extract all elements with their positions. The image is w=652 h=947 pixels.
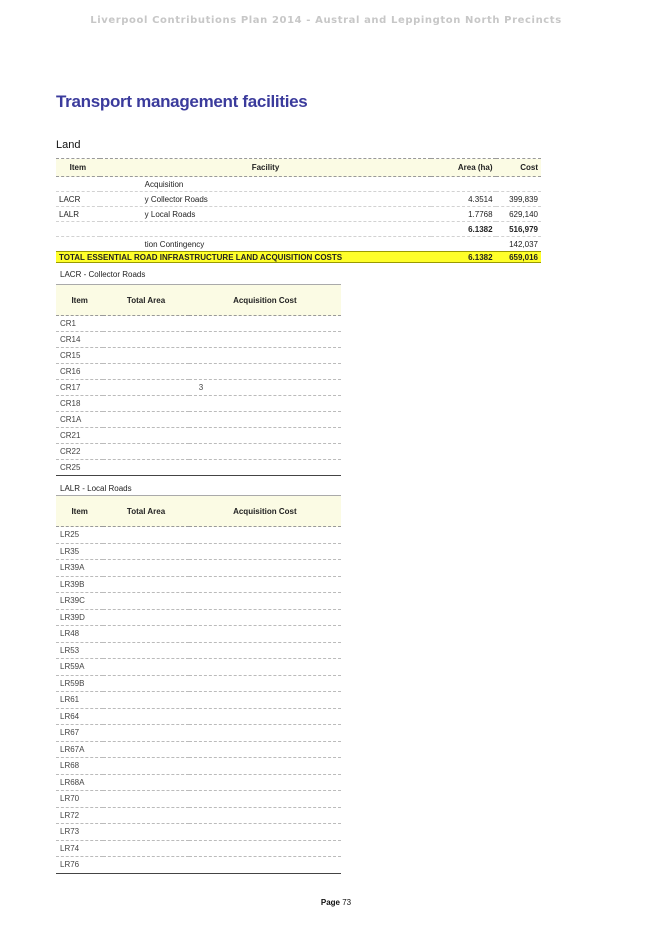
running-header: Liverpool Contributions Plan 2014 - Austral and Leppington North Precincts xyxy=(90,15,562,26)
item-cell: LR68 xyxy=(56,758,103,775)
col-header-acquisition-cost: Acquisition Cost xyxy=(189,285,341,316)
area-cell xyxy=(103,428,188,444)
collector-roads-table xyxy=(56,284,341,476)
area-cell xyxy=(103,824,188,841)
area-cell xyxy=(103,807,188,824)
cost-cell xyxy=(189,857,341,874)
table-row xyxy=(56,348,341,364)
table-row xyxy=(56,840,341,857)
area-cell xyxy=(103,626,188,643)
item-cell: CR15 xyxy=(56,348,103,364)
col-header-facility: Facility xyxy=(100,159,432,177)
table-row xyxy=(56,527,341,544)
table-row xyxy=(56,237,541,252)
total-label: TOTAL ESSENTIAL ROAD INFRASTRUCTURE LAND ACQUISITION COSTS xyxy=(56,252,431,263)
table-row xyxy=(56,444,341,460)
area-cell xyxy=(103,741,188,758)
table-row xyxy=(56,642,341,659)
area-cell xyxy=(103,380,188,396)
area-cell xyxy=(103,332,188,348)
table-row xyxy=(56,774,341,791)
item-cell: LR74 xyxy=(56,840,103,857)
area-cell xyxy=(103,857,188,874)
item-cell: LR25 xyxy=(56,527,103,544)
item-cell: LR73 xyxy=(56,824,103,841)
table-row xyxy=(56,725,341,742)
cost-cell xyxy=(189,659,341,676)
area-cell xyxy=(103,444,188,460)
col-header-item: Item xyxy=(56,496,103,527)
facility-cell: tion Contingency xyxy=(100,237,432,252)
page-word: Page xyxy=(320,898,340,907)
table-row xyxy=(56,207,541,222)
area-cell xyxy=(103,758,188,775)
table-row xyxy=(56,332,341,348)
cost-cell xyxy=(189,396,341,412)
item-cell: LACR xyxy=(56,192,100,207)
item-cell: LALR xyxy=(56,207,100,222)
cost-cell xyxy=(189,774,341,791)
cost-cell xyxy=(189,527,341,544)
area-cell xyxy=(103,576,188,593)
area-cell xyxy=(103,840,188,857)
area-cell xyxy=(103,593,188,610)
area-cell xyxy=(103,692,188,709)
table-row xyxy=(56,560,341,577)
cost-cell: 629,140 xyxy=(496,207,541,222)
cost-cell xyxy=(189,840,341,857)
item-cell: CR21 xyxy=(56,428,103,444)
item-cell: LR76 xyxy=(56,857,103,874)
item-cell: LR67 xyxy=(56,725,103,742)
page-title: Transport management facilities xyxy=(56,92,308,111)
cost-cell xyxy=(189,807,341,824)
area-cell xyxy=(431,237,495,252)
area-cell xyxy=(103,659,188,676)
cost-cell xyxy=(189,609,341,626)
item-cell: LR59A xyxy=(56,659,103,676)
facility-cell xyxy=(100,222,432,237)
page-number: 73 xyxy=(342,898,352,907)
cost-cell: 516,979 xyxy=(496,222,541,237)
cost-cell xyxy=(189,708,341,725)
item-cell: CR18 xyxy=(56,396,103,412)
item-cell: CR1 xyxy=(56,316,103,332)
table-row xyxy=(56,460,341,476)
table-row xyxy=(56,192,541,207)
table-row xyxy=(56,576,341,593)
item-cell: LR48 xyxy=(56,626,103,643)
cost-cell xyxy=(189,626,341,643)
area-cell xyxy=(103,708,188,725)
section-heading: Land xyxy=(56,139,81,151)
col-header-item: Item xyxy=(56,159,100,177)
item-cell xyxy=(56,177,100,192)
area-cell: 4.3514 xyxy=(431,192,495,207)
table-row xyxy=(56,316,341,332)
item-cell: CR14 xyxy=(56,332,103,348)
item-cell: CR17 xyxy=(56,380,103,396)
cost-cell xyxy=(189,460,341,476)
item-cell: LR39B xyxy=(56,576,103,593)
cost-cell xyxy=(189,348,341,364)
col-header-acquisition-cost: Acquisition Cost xyxy=(189,496,341,527)
table-row xyxy=(56,824,341,841)
col-header-total-area: Total Area xyxy=(103,496,188,527)
cost-cell xyxy=(189,444,341,460)
table-row xyxy=(56,380,341,396)
area-cell xyxy=(103,675,188,692)
area-cell xyxy=(103,460,188,476)
cost-cell xyxy=(189,692,341,709)
table-row xyxy=(56,428,341,444)
area-cell xyxy=(103,412,188,428)
item-cell: LR68A xyxy=(56,774,103,791)
item-cell: LR39A xyxy=(56,560,103,577)
area-cell xyxy=(103,348,188,364)
cost-cell xyxy=(189,332,341,348)
area-cell xyxy=(431,177,495,192)
item-cell: CR25 xyxy=(56,460,103,476)
cost-cell xyxy=(189,824,341,841)
item-cell: CR22 xyxy=(56,444,103,460)
land-acquisition-table xyxy=(56,158,541,263)
table-row xyxy=(56,857,341,874)
item-cell: LR72 xyxy=(56,807,103,824)
area-cell xyxy=(103,609,188,626)
table-header-row xyxy=(56,285,341,316)
item-cell xyxy=(56,222,100,237)
table-header-row xyxy=(56,496,341,527)
table-row xyxy=(56,659,341,676)
lacr-section-label: LACR - Collector Roads xyxy=(60,270,146,279)
area-cell xyxy=(103,725,188,742)
table-row xyxy=(56,626,341,643)
table-row xyxy=(56,364,341,380)
item-cell: LR35 xyxy=(56,543,103,560)
cost-cell xyxy=(189,428,341,444)
total-area: 6.1382 xyxy=(431,252,495,263)
cost-cell xyxy=(189,675,341,692)
cost-cell xyxy=(189,725,341,742)
item-cell: CR16 xyxy=(56,364,103,380)
item-cell xyxy=(56,237,100,252)
subtotal-row xyxy=(56,222,541,237)
table-row xyxy=(56,675,341,692)
table-header-row xyxy=(56,159,541,177)
item-cell: LR39D xyxy=(56,609,103,626)
item-cell: LR70 xyxy=(56,791,103,808)
item-cell: LR67A xyxy=(56,741,103,758)
area-cell: 6.1382 xyxy=(431,222,495,237)
table-row xyxy=(56,807,341,824)
table-row xyxy=(56,758,341,775)
cost-cell xyxy=(189,791,341,808)
cost-cell: 142,037 xyxy=(496,237,541,252)
item-cell: LR53 xyxy=(56,642,103,659)
facility-cell: Acquisition xyxy=(100,177,432,192)
table-row xyxy=(56,396,341,412)
area-cell xyxy=(103,316,188,332)
area-cell xyxy=(103,543,188,560)
table-row xyxy=(56,692,341,709)
cost-cell: 399,839 xyxy=(496,192,541,207)
col-header-total-area: Total Area xyxy=(103,285,188,316)
col-header-cost: Cost xyxy=(496,159,541,177)
table-row xyxy=(56,543,341,560)
cost-cell xyxy=(189,412,341,428)
table-row xyxy=(56,741,341,758)
col-header-item: Item xyxy=(56,285,103,316)
cost-cell xyxy=(189,560,341,577)
area-cell xyxy=(103,396,188,412)
area-cell xyxy=(103,527,188,544)
item-cell: LR39C xyxy=(56,593,103,610)
total-cost: 659,016 xyxy=(496,252,541,263)
area-cell xyxy=(103,774,188,791)
area-cell xyxy=(103,791,188,808)
cost-cell xyxy=(189,543,341,560)
cost-cell xyxy=(189,316,341,332)
item-cell: LR59B xyxy=(56,675,103,692)
local-roads-table xyxy=(56,495,341,874)
cost-cell: 3 xyxy=(189,380,341,396)
table-row xyxy=(56,708,341,725)
item-cell: CR1A xyxy=(56,412,103,428)
item-cell: LR61 xyxy=(56,692,103,709)
lalr-section-label: LALR - Local Roads xyxy=(60,484,132,493)
table-row xyxy=(56,412,341,428)
item-cell: LR64 xyxy=(56,708,103,725)
col-header-area: Area (ha) xyxy=(431,159,495,177)
area-cell xyxy=(103,642,188,659)
cost-cell xyxy=(189,593,341,610)
facility-cell: y Local Roads xyxy=(100,207,432,222)
area-cell xyxy=(103,560,188,577)
page-footer xyxy=(0,898,652,907)
table-row xyxy=(56,593,341,610)
facility-cell: y Collector Roads xyxy=(100,192,432,207)
cost-cell xyxy=(189,364,341,380)
cost-cell xyxy=(189,576,341,593)
area-cell: 1.7768 xyxy=(431,207,495,222)
table-row xyxy=(56,609,341,626)
area-cell xyxy=(103,364,188,380)
total-row xyxy=(56,252,541,263)
table-row xyxy=(56,177,541,192)
table-row xyxy=(56,791,341,808)
cost-cell xyxy=(189,642,341,659)
cost-cell xyxy=(496,177,541,192)
cost-cell xyxy=(189,758,341,775)
cost-cell xyxy=(189,741,341,758)
